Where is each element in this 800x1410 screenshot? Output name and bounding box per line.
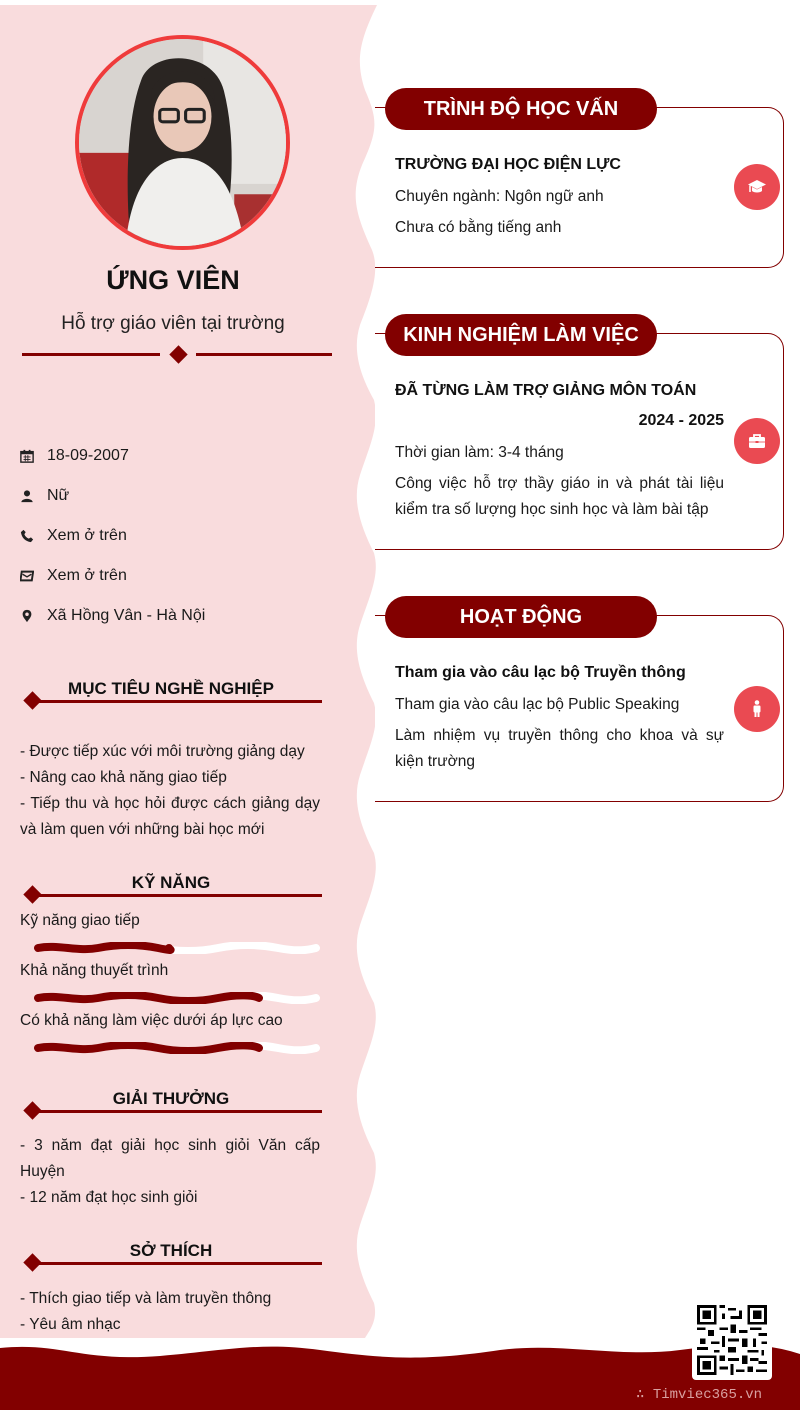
candidate-title: Hỗ trợ giáo viên tại trường [61, 313, 285, 334]
contact-info [20, 436, 340, 636]
calendar-icon [20, 448, 47, 464]
education-heading: TRÌNH ĐỘ HỌC VẤN [385, 88, 657, 130]
experience-heading: KINH NGHIỆM LÀM VIỆC [385, 314, 657, 356]
envelope-icon [20, 568, 47, 584]
section-heading-awards: GIẢI THƯỞNG [22, 1089, 322, 1115]
activities-details: Tham gia vào câu lạc bộ Public Speaking Làm nhiệm vụ truyền thông cho khoa và sự kiện trường [395, 696, 724, 770]
section-heading-skills: KỸ NĂNG [22, 873, 322, 899]
skill-item: Có khả năng làm việc dưới áp lực cao [20, 1012, 330, 1054]
skill-level-bar [34, 942, 320, 954]
map-marker-icon [20, 608, 47, 624]
briefcase-icon [734, 418, 780, 464]
experience-details: Thời gian làm: 3-4 tháng Công việc hỗ trợ thầy giáo in và phát tài liệu kiểm tra số lượng học sinh học và làm bài tập [395, 444, 724, 518]
candidate-name: ỨNG VIÊN [106, 265, 240, 295]
profile-photo [79, 39, 286, 246]
section-heading-objective: MỤC TIÊU NGHỀ NGHIỆP [22, 679, 322, 705]
skill-item: Khả năng thuyết trình [20, 962, 330, 1004]
objective-text: - Được tiếp xúc với môi trường giảng dạy - Nâng cao khả năng giao tiếp - Tiếp thu và học hỏi được cách giảng dạy và làm quen với những bài học mới [20, 743, 320, 838]
activities-title: Tham gia vào câu lạc bộ Truyền thông [395, 664, 686, 681]
info-phone [20, 516, 340, 556]
sidebar [0, 0, 360, 1340]
info-value: 18-09-2007 [47, 447, 129, 464]
graduation-cap-icon [734, 164, 780, 210]
hobbies-text: - Thích giao tiếp và làm truyền thông - Yêu âm nhạc [20, 1290, 272, 1333]
skill-item: Kỹ năng giao tiếp [20, 912, 330, 954]
info-value: Xem ở trên [47, 527, 127, 544]
qr-code [692, 1300, 772, 1380]
name-divider [22, 346, 332, 364]
education-school: TRƯỜNG ĐẠI HỌC ĐIỆN LỰC [395, 156, 621, 173]
info-address [20, 596, 340, 636]
brand-watermark: ∴ Timviec365.vn [636, 1387, 763, 1403]
section-heading-hobbies: SỞ THÍCH [22, 1241, 322, 1267]
info-value: Xem ở trên [47, 567, 127, 584]
education-details: Chuyên ngành: Ngôn ngữ anh Chưa có bằng tiếng anh [395, 188, 604, 236]
person-icon [734, 686, 780, 732]
avatar [75, 35, 290, 250]
info-value: Nữ [47, 487, 70, 504]
user-icon [20, 488, 47, 504]
info-value: Xã Hồng Vân - Hà Nội [47, 607, 206, 624]
experience-date: 2024 - 2025 [638, 412, 724, 429]
diamond-icon [169, 345, 187, 363]
info-gender [20, 476, 340, 516]
experience-position: ĐÃ TỪNG LÀM TRỢ GIẢNG MÔN TOÁN [395, 382, 697, 399]
info-email [20, 556, 340, 596]
activities-heading: HOẠT ĐỘNG [385, 596, 657, 638]
awards-text: - 3 năm đạt giải học sinh giỏi Văn cấp Huyện - 12 năm đạt học sinh giỏi [20, 1137, 320, 1206]
skill-level-bar [34, 992, 320, 1004]
skill-level-bar [34, 1042, 320, 1054]
info-birthdate [20, 436, 340, 476]
phone-icon [20, 528, 47, 544]
